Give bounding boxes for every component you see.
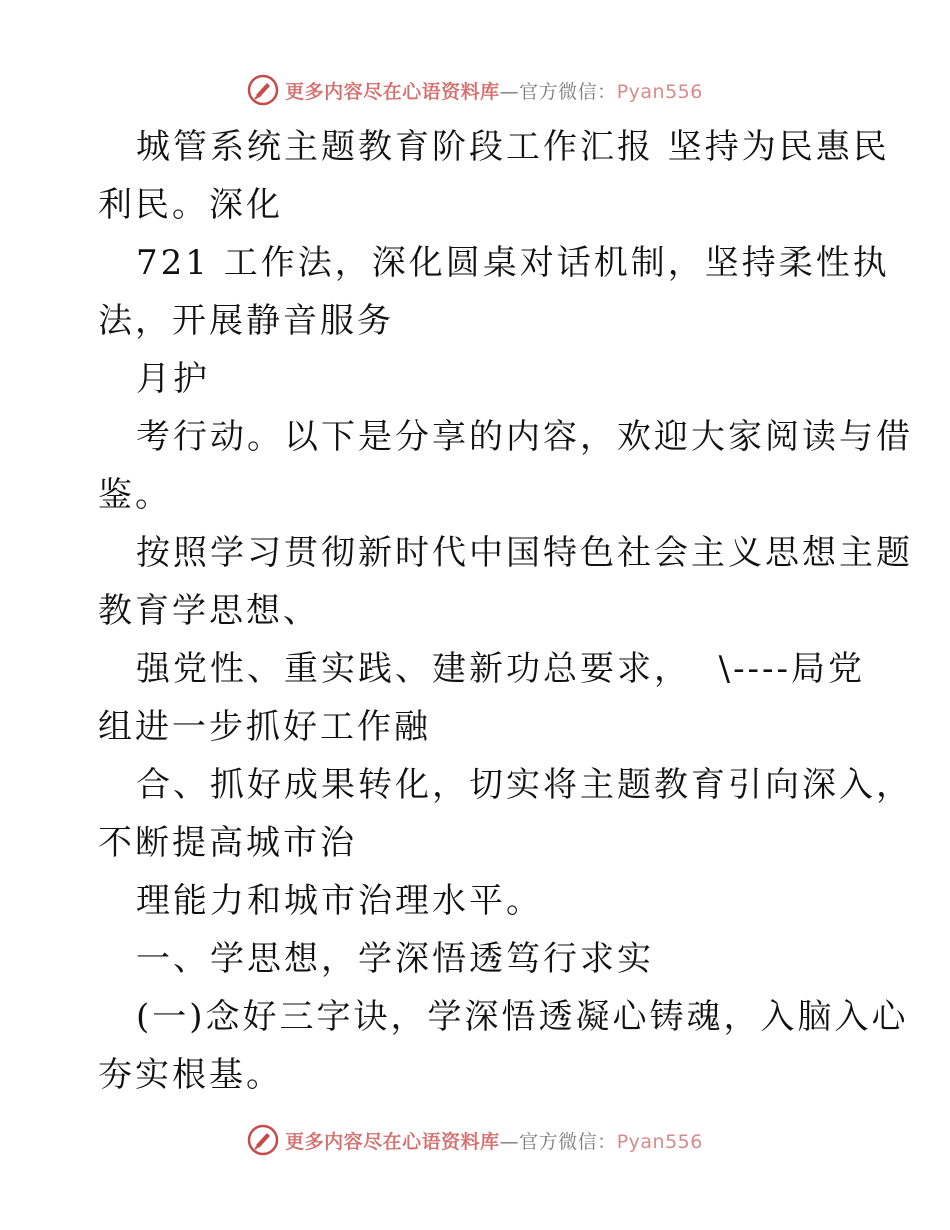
logo-icon [247, 74, 279, 106]
text-line: 考行动。以下是分享的内容，欢迎大家阅读与借 [136, 417, 913, 457]
subsection-heading: (一)念好三字诀，学深悟透凝心铸魂，入脑入心 [136, 997, 909, 1037]
banner-text: 更多内容尽在心语资料库—官方微信：Pyan556 [285, 1130, 703, 1153]
text-line: 强党性、重实践、建新功总要求， \----局党 [136, 649, 866, 689]
text-line: 利民。深化 [98, 185, 283, 225]
text-line: 城管系统主题教育阶段工作汇报 坚持为民惠民 [136, 127, 890, 167]
header-banner [0, 70, 950, 110]
text-line: 不断提高城市治 [98, 823, 357, 863]
text-line: 法，开展静音服务 [98, 301, 394, 341]
section-heading: 一、学思想，学深悟透笃行求实 [136, 939, 654, 979]
text-line: 月护 [136, 359, 210, 399]
text-line: 理能力和城市治理水平。 [136, 881, 543, 921]
text-line: 合、抓好成果转化，切实将主题教育引向深入， [136, 765, 913, 805]
banner-text: 更多内容尽在心语资料库—官方微信：Pyan556 [285, 80, 703, 103]
text-line: 按照学习贯彻新时代中国特色社会主义思想主题 [136, 533, 913, 573]
text-line: 组进一步抓好工作融 [98, 707, 431, 747]
footer-banner [0, 1120, 950, 1160]
document-body [98, 118, 913, 1104]
logo-icon [247, 1124, 279, 1156]
text-line: 教育学思想、 [98, 591, 320, 631]
text-line: 721 工作法，深化圆桌对话机制，坚持柔性执 [136, 243, 890, 283]
text-line: 鉴。 [98, 475, 172, 515]
text-line: 夯实根基。 [98, 1055, 283, 1095]
